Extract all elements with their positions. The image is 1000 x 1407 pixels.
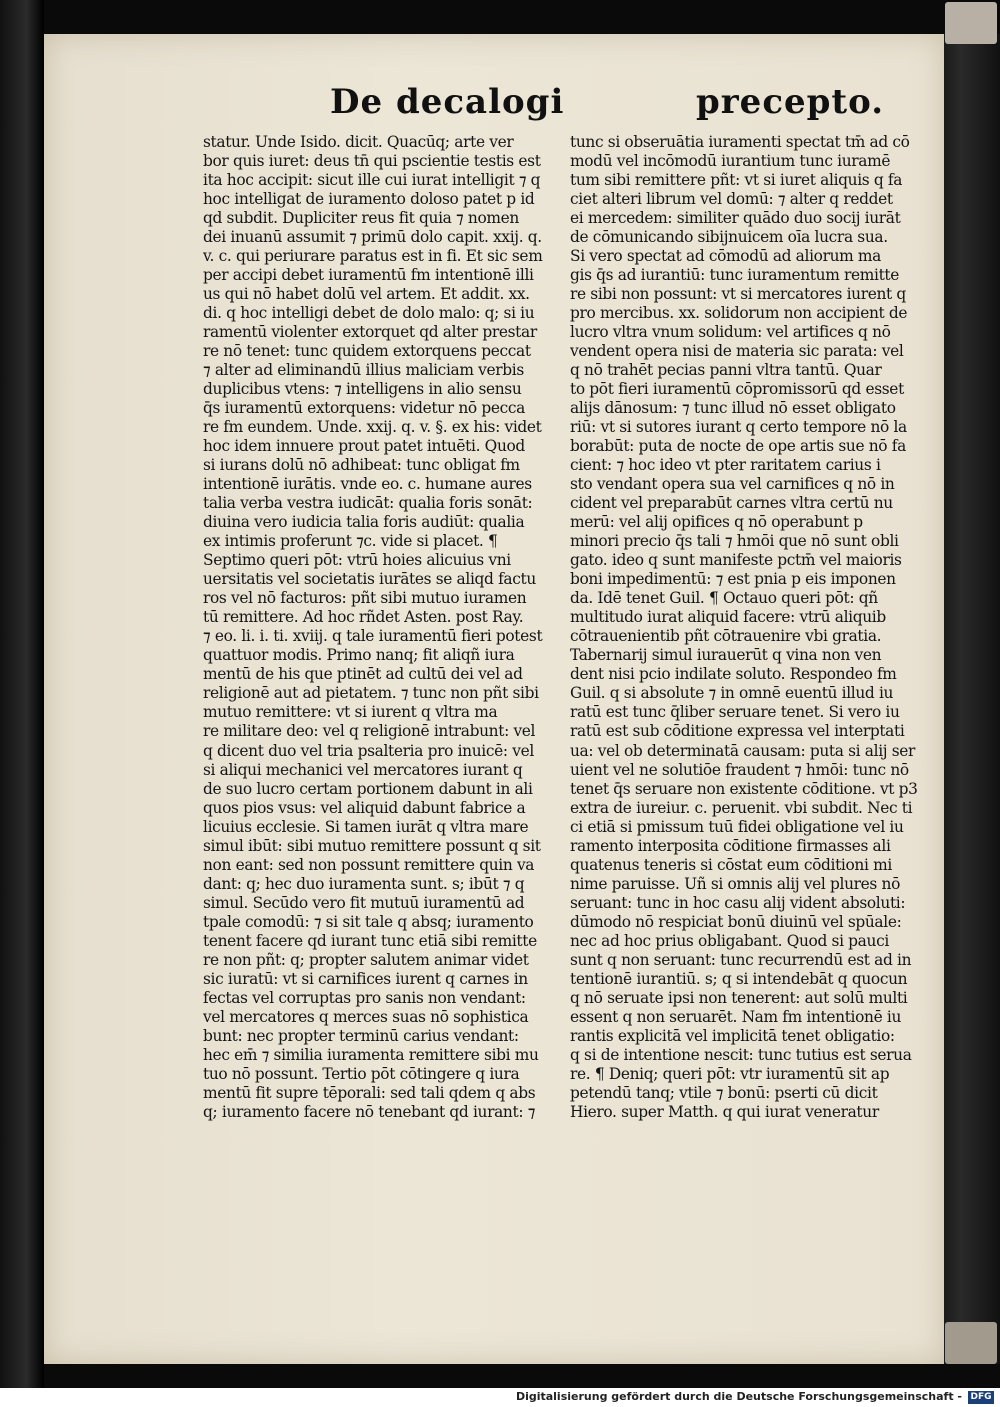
text-line: seruant: tunc in hoc casu alij vident absoluti: bbox=[570, 893, 906, 912]
text-line: Guil. q si absolute ⁊ in omnē euentū illud iu bbox=[570, 684, 894, 703]
text-line: dūmodo nō respiciat bonū diuinū vel spūale: bbox=[570, 912, 902, 931]
text-line: simul. Secūdo vero fit mutuū iuramentū ad bbox=[203, 893, 525, 912]
text-line: hec em̄ ⁊ similia iuramenta remittere sibi mu bbox=[203, 1045, 539, 1064]
text-line: duplicibus vtens: ⁊ intelligens in alio sensu bbox=[203, 380, 522, 399]
text-line: sic iuratū: vt si carnifices iurent q carnes in bbox=[203, 969, 528, 988]
running-header bbox=[330, 82, 885, 132]
text-line: riū: vt si sutores iurant q certo tempore nō la bbox=[570, 418, 907, 437]
text-line: essent q non seruarēt. Nam fm intentionē iu bbox=[570, 1007, 902, 1026]
text-line: quattuor modis. Primo nanq; fit aliqñ iura bbox=[203, 646, 515, 665]
text-line: multitudo iurat aliquid facere: vtrū aliquib bbox=[570, 608, 886, 627]
text-line: religionē aut ad pietatem. ⁊ tunc non pñt sibi bbox=[203, 684, 539, 703]
text-line: alijs dānosum: ⁊ tunc illud nō esset obligato bbox=[570, 399, 896, 418]
text-line: ⁊ alter ad eliminandū illius maliciam verbis bbox=[203, 361, 524, 380]
text-line: bor quis iuret: deus tn̄ qui pscientie testis est bbox=[203, 152, 541, 171]
text-line: borabūt: puta de nocte de ope artis sue nō fa bbox=[570, 437, 906, 456]
text-line: sunt q non seruant: tunc recurrendū est ad in bbox=[570, 950, 912, 969]
text-line: q nō trahēt pecias panni vltra tantū. Quar bbox=[570, 361, 882, 380]
text-line: nime paruisse. Uñ si omnis alij vel plures nō bbox=[570, 874, 900, 893]
text-line: us qui nō habet dolū vel artem. Et addit. xx. bbox=[203, 285, 530, 304]
text-line: mentū de his que ptinēt ad cultū dei vel ad bbox=[203, 665, 523, 684]
text-line: fectas vel corruptas pro sanis non vendant: bbox=[203, 988, 526, 1007]
page-edge bbox=[944, 34, 1000, 1364]
text-line: re non pñt: q; propter salutem animar videt bbox=[203, 950, 529, 969]
text-line: ramento interposita cōditione firmasses ali bbox=[570, 836, 891, 855]
header-right: precepto. bbox=[696, 82, 885, 122]
text-line: re sibi non possunt: vt si mercatores iurent q bbox=[570, 285, 906, 304]
text-line: petendū tanq; vtile ⁊ bonū: pserti cū dicit bbox=[570, 1083, 878, 1102]
text-line: q si de intentione nescit: tunc tutius est serua bbox=[570, 1045, 912, 1064]
text-line: ex intimis proferunt ⁊c. vide si placet. ¶ bbox=[203, 532, 498, 551]
text-line: gato. ideo q sunt manifeste pctm̄ vel maioris bbox=[570, 551, 902, 570]
text-line: merū: vel alij opifices q nō operabunt p bbox=[570, 513, 863, 532]
text-line: ⁊ eo. li. i. ti. xviij. q tale iuramentū fieri potest bbox=[203, 627, 543, 646]
text-line: Si vero spectat ad cōmodū ad aliorum ma bbox=[570, 247, 881, 266]
text-line: uient vel ne solutiōe fraudent ⁊ hmōi: tunc nō bbox=[570, 760, 909, 779]
text-line: cient: ⁊ hoc ideo vt pter raritatem carius i bbox=[570, 456, 881, 475]
text-line: modū vel incōmodū iurantium tunc iuramē bbox=[570, 152, 891, 171]
text-line: minori precio q̄s tali ⁊ hmōi que nō sunt obli bbox=[570, 532, 899, 551]
text-line: lucro vltra vnum solidum: vel artifices q nō bbox=[570, 323, 891, 342]
text-line: re. ¶ Deniq; queri pōt: vtr iuramentū sit ap bbox=[570, 1064, 890, 1083]
text-line: non eant: sed non possunt remittere quin va bbox=[203, 855, 535, 874]
text-line: diuina vero iudicia talia foris audiūt: qualia bbox=[203, 513, 525, 532]
text-line: extra de iureiur. c. peruenit. vbi subdit. Nec ti bbox=[570, 798, 913, 817]
text-line: dei inuanū assumit ⁊ primū dolo capit. xxij. q. bbox=[203, 228, 542, 247]
text-line: tum sibi remittere pñt: vt si iuret aliquis q fa bbox=[570, 171, 903, 190]
text-line: ratū est sub cōditione expressa vel interptati bbox=[570, 722, 905, 741]
text-line: v. c. qui periurare paratus est in fi. Et sic sem bbox=[203, 247, 543, 266]
text-line: Tabernarij simul iurauerūt q vina non ven bbox=[570, 646, 882, 665]
text-line: ramentū violenter extorquet qd alter prestar bbox=[203, 323, 537, 342]
text-line: rantis explicitā vel implicitā tenet obligatio: bbox=[570, 1026, 895, 1045]
text-line: simul ibūt: sibi mutuo remittere possunt q sit bbox=[203, 836, 541, 855]
header-left: De decalogi bbox=[330, 82, 565, 122]
text-line: tū remittere. Ad hoc rñdet Asten. post Ray. bbox=[203, 608, 524, 627]
text-line: tunc si obseruātia iuramenti spectat tm̄ ad cō bbox=[570, 133, 910, 151]
text-line: boni impedimentū: ⁊ est pnia p eis imponen bbox=[570, 570, 896, 589]
text-line: dent nisi pcio indilate soluto. Respondeo fm bbox=[570, 665, 897, 684]
text-line: q nō seruate ipsi non tenerent: aut solū multi bbox=[570, 988, 908, 1007]
text-line: tuo nō possunt. Tertio pōt cōtingere q iura bbox=[203, 1064, 520, 1083]
text-line: qd subdit. Dupliciter reus fit quia ⁊ nomen bbox=[203, 209, 519, 228]
binding-shadow bbox=[0, 0, 44, 1388]
text-line: ci etiā si pmissum tuū fidei obligatione vel iu bbox=[570, 817, 904, 836]
text-line: di. q hoc intelligi debet de dolo malo: q; si iu bbox=[203, 304, 535, 323]
text-line: da. Idē tenet Guil. ¶ Octauo queri pōt: qñ bbox=[570, 589, 878, 608]
clip-top bbox=[945, 2, 997, 44]
text-line: to pōt fieri iuramentū cōpromissorū qd esset bbox=[570, 380, 904, 399]
left-column bbox=[203, 133, 568, 1122]
text-line: mentū fit supre tēporali: sed tali qdem q abs bbox=[203, 1083, 536, 1102]
text-line: cident vel preparabūt carnes vltra certū nu bbox=[570, 494, 893, 513]
text-line: ratū est tunc q̄liber seruare tenet. Si vero iu bbox=[570, 703, 900, 722]
text-line: si iurans dolū nō adhibeat: tunc obligat fm bbox=[203, 456, 520, 475]
text-line: quatenus teneris si cōstat eum cōditioni mi bbox=[570, 855, 892, 874]
text-line: talia verba vestra iudicāt: qualia foris sonāt: bbox=[203, 494, 533, 513]
text-line: q̄s iuramentū extorquens: videtur nō pecca bbox=[203, 399, 525, 418]
text-line: nec ad hoc prius obligabant. Quod si pauci bbox=[570, 931, 889, 950]
dfg-logo: DFG bbox=[968, 1391, 994, 1404]
text-line: si aliqui mechanici vel mercatores iurant q bbox=[203, 760, 523, 779]
text-line: tentionē iurantiū. s; q si intendebāt q quocun bbox=[570, 969, 908, 988]
text-line: gis q̄s ad iurantiū: tunc iuramentum remitte bbox=[570, 266, 900, 285]
text-line: ua: vel ob determinatā causam: puta si alij ser bbox=[570, 741, 916, 760]
text-line: q; iuramento facere nō tenebant qd iurant: ⁊ bbox=[203, 1102, 536, 1121]
text-line: hoc idem innuere prout patet intuēti. Quod bbox=[203, 437, 525, 456]
right-column bbox=[570, 133, 940, 1122]
text-line: per accipi debet iuramentū fm intentionē illi bbox=[203, 266, 534, 285]
text-line: tenet q̄s seruare non existente cōditione. vt p3 bbox=[570, 779, 918, 798]
text-line: re nō tenet: tunc quidem extorquens peccat bbox=[203, 342, 531, 361]
text-line: tpale comodū: ⁊ si sit tale q absq; iuramento bbox=[203, 912, 534, 931]
text-line: q dicent duo vel tria psalteria pro inuicē: vel bbox=[203, 741, 534, 760]
text-line: uersitatis vel societatis iurātes se aliqd factu bbox=[203, 570, 536, 589]
text-line: pro mercibus. xx. solidorum non accipient de bbox=[570, 304, 908, 323]
text-line: quos pios vsus: vel aliquid dabunt fabrice a bbox=[203, 798, 526, 817]
footer-credit: Digitalisierung gefördert durch die Deutsche Forschungsgemeinschaft - bbox=[515, 1390, 962, 1403]
text-line: re fm eundem. Unde. xxij. q. v. §. ex his: videt bbox=[203, 418, 542, 437]
text-line: ros vel nō facturos: pñt sibi mutuo iuramen bbox=[203, 589, 527, 608]
text-line: vendent opera nisi de materia sic parata: vel bbox=[570, 342, 904, 361]
text-line: ita hoc accipit: sicut ille cui iurat intelligit ⁊ q bbox=[203, 171, 541, 190]
text-line: mutuo remittere: vt si iurent q vltra ma bbox=[203, 703, 498, 722]
text-line: sto vendant opera sua vel carnifices q nō in bbox=[570, 475, 895, 494]
text-line: ei mercedem: similiter quādo duo socij iurāt bbox=[570, 209, 901, 228]
text-line: de suo lucro certam portionem dabunt in ali bbox=[203, 779, 533, 798]
text-line: bunt: nec propter terminū carius vendant: bbox=[203, 1026, 519, 1045]
text-line: re militare deo: vel q religionē intrabunt: vel bbox=[203, 722, 536, 741]
text-line: hoc intelligat de iuramento doloso patet p id bbox=[203, 190, 535, 209]
text-line: licuius ecclesie. Si tamen iurāt q vltra mare bbox=[203, 817, 529, 836]
text-line: ciet alteri librum vel domū: ⁊ alter q reddet bbox=[570, 190, 893, 209]
text-line: cōtrauenientib pñt cōtrauenire vbi gratia. bbox=[570, 627, 882, 646]
text-line: vel mercatores q merces suas nō sophistica bbox=[203, 1007, 529, 1026]
text-line: de cōmunicando sibijnuicem oīa lucra sua. bbox=[570, 228, 888, 247]
text-line: tenent facere qd iurant tunc etiā sibi remitte bbox=[203, 931, 537, 950]
text-line: Hiero. super Matth. q qui iurat veneratur bbox=[570, 1102, 879, 1121]
text-line: statur. Unde Isido. dicit. Quacūq; arte ver bbox=[203, 133, 514, 151]
text-line: Septimo queri pōt: vtrū hoies alicuius vni bbox=[203, 551, 511, 570]
clip-bottom bbox=[945, 1322, 997, 1364]
text-line: dant: q; hec duo iuramenta sunt. s; ibūt ⁊ q bbox=[203, 874, 525, 893]
footer-bar bbox=[0, 1388, 1000, 1407]
text-line: intentionē iurātis. vnde eo. c. humane aures bbox=[203, 475, 532, 494]
